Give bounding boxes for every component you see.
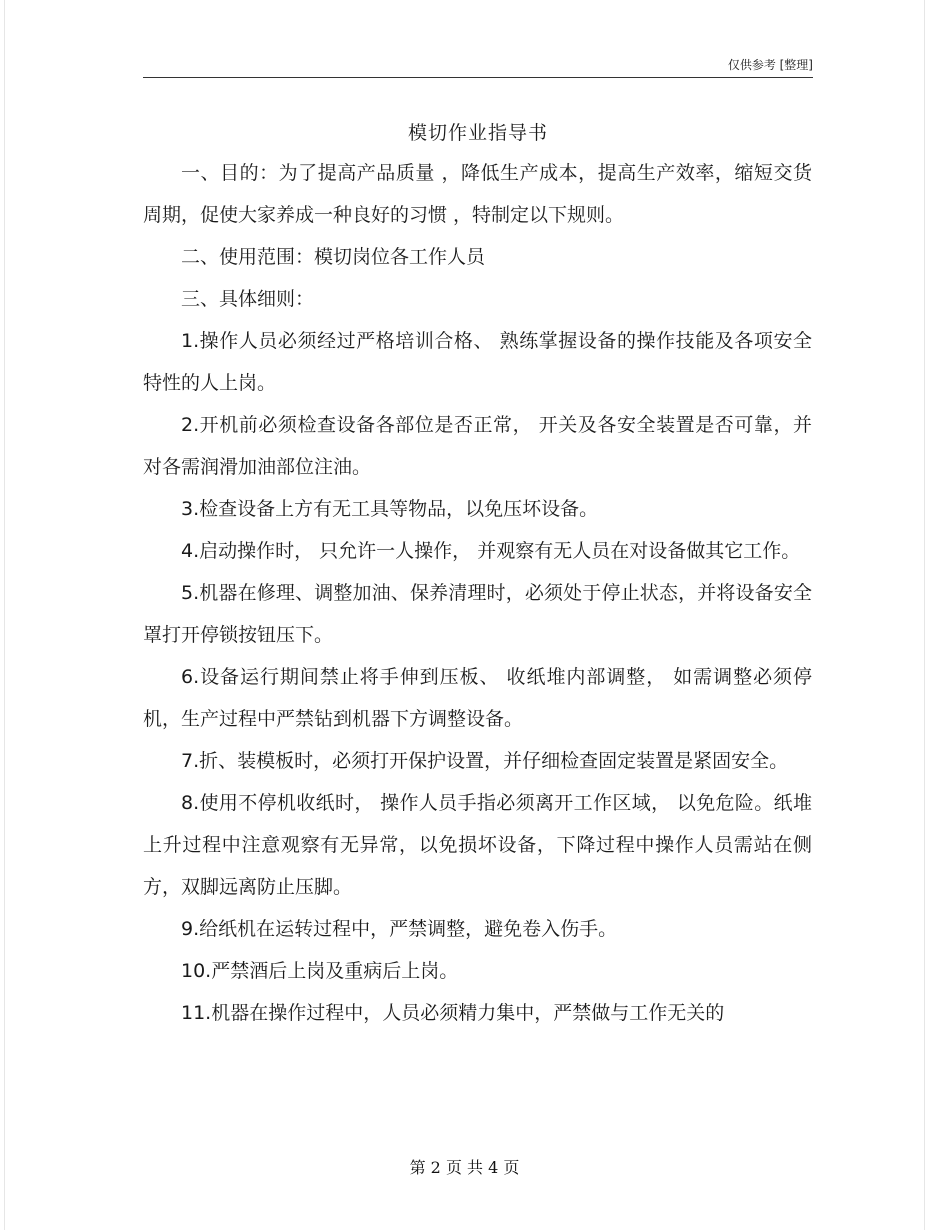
rule-item-7: 7.折、装模板时，必须打开保护设置，并仔细检查固定装置是紧固安全。 xyxy=(181,750,789,772)
paragraph-purpose: 一、目的：为了提高产品质量 ，降低生产成本，提高生产效率，缩短交货周期，促使大家养成一种良好的习惯 ，特制定以下规则。 xyxy=(143,162,812,226)
page-number-footer: 第 2 页 共 4 页 xyxy=(409,1158,520,1177)
rule-item-4: 4.启动操作时， 只允许一人操作， 并观察有无人员在对设备做其它工作。 xyxy=(181,540,801,562)
document-page xyxy=(4,0,925,1230)
rule-item-8: 8.使用不停机收纸时， 操作人员手指必须离开工作区域， 以免危险。纸堆上升过程中注意观察有无异常，以免损坏设备，下降过程中操作人员需站在侧方，双脚远离防止压脚。 xyxy=(143,792,812,898)
document-title: 模切作业指导书 xyxy=(407,122,548,144)
document-body xyxy=(143,152,812,1034)
rule-item-10: 10.严禁酒后上岗及重病后上岗。 xyxy=(181,960,459,982)
paragraph-rules-heading: 三、具体细则： xyxy=(181,288,315,310)
rule-item-3: 3.检查设备上方有无工具等物品，以免压坏设备。 xyxy=(181,498,599,520)
header-divider xyxy=(143,77,813,78)
rule-item-6: 6.设备运行期间禁止将手伸到压板、 收纸堆内部调整， 如需调整必须停机，生产过程中严禁钻到机器下方调整设备。 xyxy=(143,666,812,730)
rule-item-5: 5.机器在修理、调整加油、保养清理时，必须处于停止状态，并将设备安全罩打开停锁按钮压下。 xyxy=(143,582,812,646)
page-header: 仅供参考 [整理] xyxy=(727,58,813,72)
rule-item-2: 2.开机前必须检查设备各部位是否正常， 开关及各安全装置是否可靠，并对各需润滑加油部位注油。 xyxy=(143,414,812,478)
rule-item-9: 9.给纸机在运转过程中，严禁调整，避免卷入伤手。 xyxy=(181,918,618,940)
rule-item-11: 11.机器在操作过程中，人员必须精力集中，严禁做与工作无关的 xyxy=(181,1002,725,1024)
rule-item-1: 1.操作人员必须经过严格培训合格、 熟练掌握设备的操作技能及各项安全特性的人上岗。 xyxy=(143,330,812,394)
paragraph-scope: 二、使用范围：模切岗位各工作人员 xyxy=(181,246,486,268)
